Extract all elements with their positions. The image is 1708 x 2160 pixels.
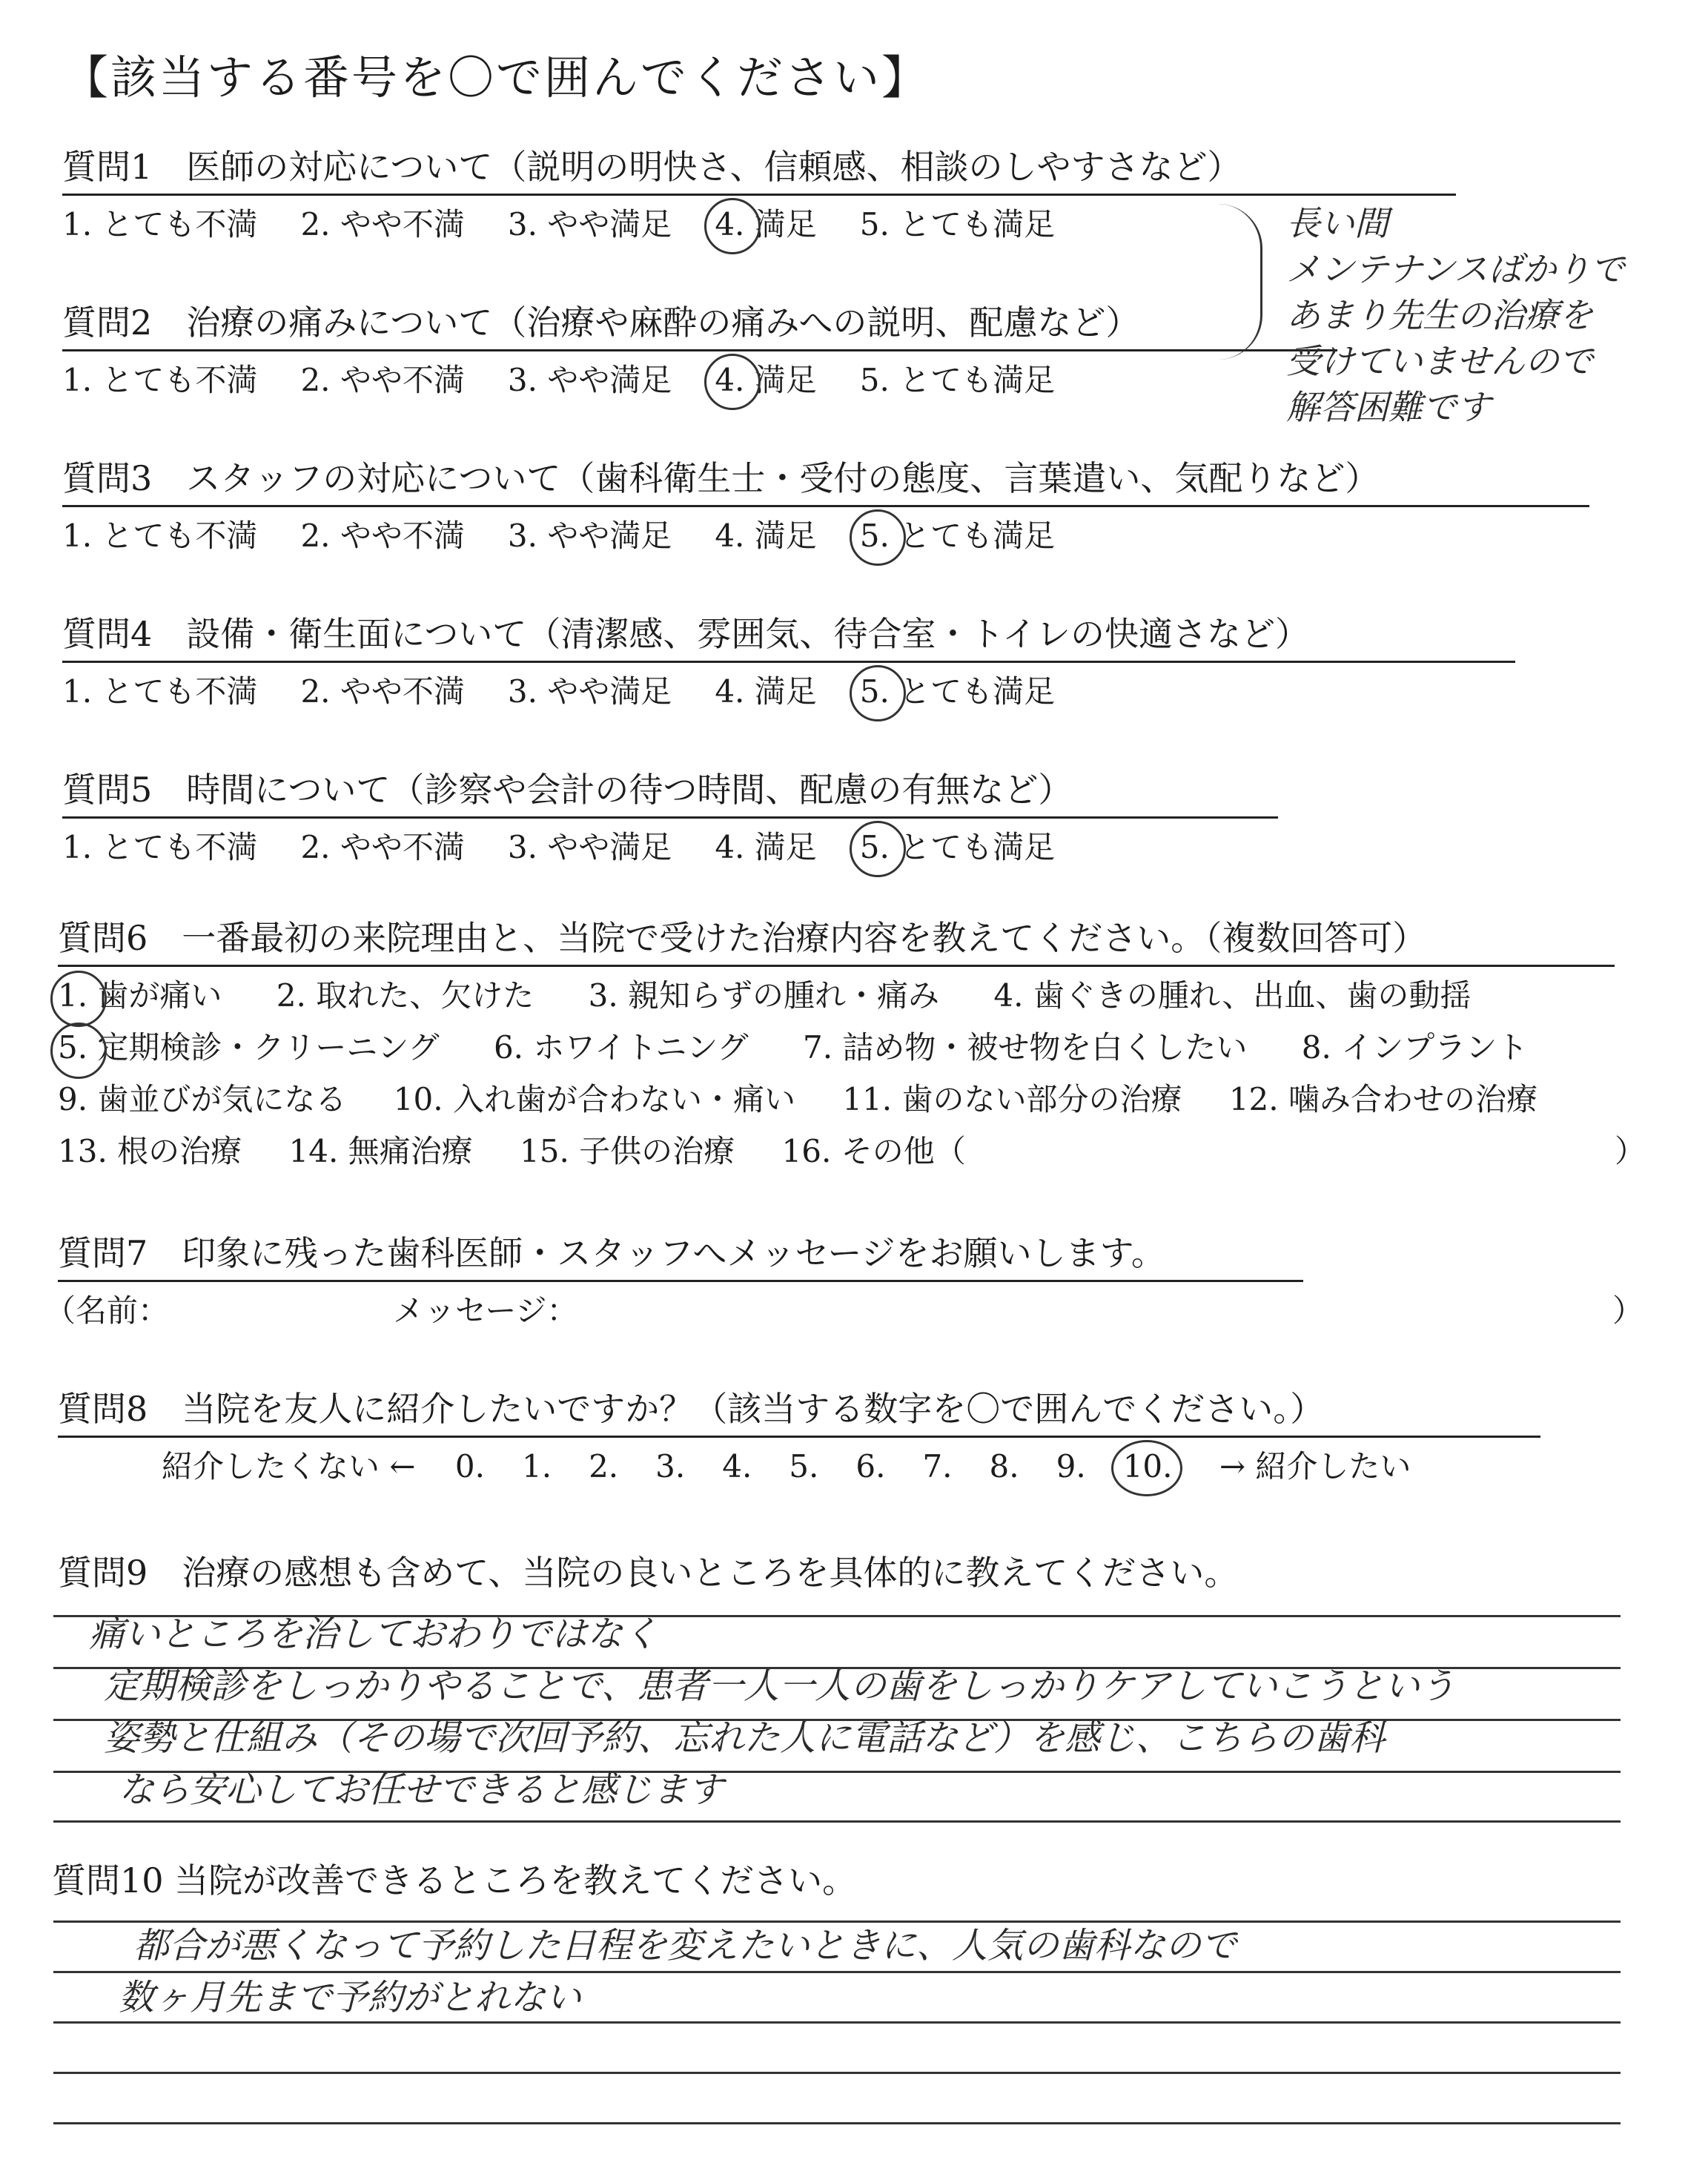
selection-circle: [50, 1023, 107, 1079]
rating-option[interactable]: 3. やや満足: [507, 518, 672, 554]
q8-scale-value[interactable]: [722, 1446, 752, 1487]
q8-scale-label: 9.: [1056, 1448, 1086, 1484]
rating-options: [62, 204, 1098, 245]
q9-answer-line: 痛いところを治しておわりではなく: [89, 1614, 659, 1655]
q6-option[interactable]: 5. 定期検診・クリーニング: [58, 1029, 440, 1066]
q10-answer-line: 都合が悪くなって予約した日程を変えたいときに、人気の歯科なので: [133, 1925, 1237, 1966]
rating-option[interactable]: [715, 204, 816, 245]
rating-option-label: 4. 満足: [715, 206, 817, 242]
q8-scale-value[interactable]: [455, 1446, 485, 1487]
q8-right-label: → 紹介したい: [1219, 1448, 1411, 1484]
rating-option[interactable]: [860, 515, 1055, 557]
q8-scale-value[interactable]: [990, 1446, 1019, 1487]
rating-options: [62, 671, 1098, 713]
side-note-line: 長い間: [1286, 203, 1388, 243]
rating-option[interactable]: 4. 満足: [715, 829, 817, 865]
q8-scale-value[interactable]: [522, 1446, 552, 1487]
q8-scale-label: 1.: [521, 1448, 552, 1484]
q6-option[interactable]: 8. インプラント: [1301, 1029, 1529, 1066]
rating-option[interactable]: 1. とても不満: [62, 518, 258, 554]
rating-option[interactable]: 1. とても不満: [62, 829, 258, 865]
q6-title: 質問6 一番最初の来院理由と、当院で受けた治療内容を教えてください。（複数回答可）: [58, 916, 1615, 967]
rating-options: [62, 827, 1098, 868]
q8-scale-value[interactable]: [855, 1446, 885, 1487]
q8-scale-label: 6.: [855, 1448, 886, 1484]
rating-option[interactable]: 3. やや満足: [507, 206, 672, 242]
rating-options: [62, 360, 1098, 401]
rating-option[interactable]: 4. 満足: [715, 673, 817, 710]
q8-title: 質問8 当院を友人に紹介したいですか？（該当する数字を〇で囲んでください。）: [58, 1387, 1540, 1438]
question-title: 質問1 医師の対応について（説明の明快さ、信頼感、相談のしやすさなど）: [62, 145, 1456, 196]
q8-scale-value[interactable]: [655, 1446, 685, 1487]
rating-option[interactable]: 1. とても不満: [62, 673, 258, 710]
question-title: 質問4 設備・衛生面について（清潔感、雰囲気、待合室・トイレの快適さなど）: [62, 612, 1515, 663]
q6-option[interactable]: 15. 子供の治療: [520, 1133, 735, 1169]
rating-option[interactable]: [860, 827, 1055, 868]
rating-option-label: 5. とても満足: [859, 518, 1056, 554]
rating-option-label: 4. 満足: [715, 362, 817, 398]
q6-close-paren: ）: [1615, 1133, 1646, 1169]
rating-option[interactable]: 1. とても不満: [62, 206, 258, 242]
rating-option[interactable]: 4. 満足: [715, 518, 817, 554]
q10-answer-line: 数ヶ月先まで予約がとれない: [119, 1977, 582, 2018]
selection-circle: [1111, 1440, 1182, 1496]
side-note-line: 解答困難です: [1286, 387, 1491, 427]
q9-answer-line: 定期検診をしっかりやることで、患者一人一人の歯をしっかりケアしていこうという: [104, 1665, 1456, 1707]
q6-option[interactable]: 10. 入れ歯が合わない・痛い: [393, 1081, 795, 1117]
rating-option[interactable]: 5. とても満足: [859, 362, 1056, 398]
ruled-line: [53, 2072, 1621, 2074]
q8-scale-values: [455, 1448, 1210, 1484]
q8-scale-value[interactable]: [1123, 1446, 1173, 1487]
selection-circle: [850, 665, 906, 721]
selection-circle: [704, 354, 761, 410]
q6-option[interactable]: 6. ホワイトニング: [493, 1029, 749, 1066]
q10-title: 質問10 当院が改善できるところを教えてください。: [52, 1860, 857, 1900]
q8-left-label: 紹介したくない ←: [162, 1448, 416, 1484]
q7-name-label: （名前：: [44, 1292, 170, 1329]
question-title: 質問5 時間について（診察や会計の待つ時間、配慮の有無など）: [62, 767, 1278, 819]
ruled-line: [53, 2122, 1621, 2124]
q6-option[interactable]: 1. 歯が痛い: [58, 977, 222, 1014]
side-note: [1286, 200, 1624, 430]
q8-scale-value[interactable]: [589, 1446, 618, 1487]
q9-answer-line: なら安心してお任せできると感じます: [119, 1769, 724, 1811]
side-note-line: メンテナンスばかりで: [1286, 249, 1625, 289]
rating-option[interactable]: 2. やや不満: [300, 673, 465, 710]
side-note-brace: [1216, 204, 1262, 360]
q7-message-label: メッセージ：: [393, 1292, 578, 1329]
rating-option[interactable]: 2. やや不満: [300, 518, 465, 554]
rating-option[interactable]: 3. やや満足: [507, 362, 672, 398]
q6-option[interactable]: 11. 歯のない部分の治療: [842, 1081, 1182, 1117]
q8-scale: [162, 1446, 1411, 1487]
rating-option[interactable]: 5. とても満足: [859, 206, 1056, 242]
q8-scale-value[interactable]: [1056, 1446, 1086, 1487]
q6-option[interactable]: 12. 噛み合わせの治療: [1228, 1081, 1537, 1117]
rating-option-label: 5. とても満足: [859, 829, 1056, 865]
rating-option[interactable]: 3. やや満足: [507, 829, 672, 865]
rating-option[interactable]: 2. やや不満: [300, 362, 465, 398]
side-note-line: 受けていませんので: [1286, 341, 1593, 381]
rating-option[interactable]: 2. やや不満: [300, 829, 465, 865]
q8-scale-label: 2.: [589, 1448, 619, 1484]
selection-circle: [850, 821, 906, 877]
q6-option[interactable]: 9. 歯並びが気になる: [58, 1081, 347, 1117]
side-note-line: あまり先生の治療を: [1286, 295, 1593, 335]
q6-options: [58, 975, 1646, 1183]
rating-options: [62, 515, 1098, 557]
q7-title: 質問7 印象に残った歯科医師・スタッフへメッセージをお願いします。: [58, 1231, 1303, 1282]
selection-circle: [50, 971, 107, 1027]
q8-scale-label: 4.: [722, 1448, 752, 1484]
ruled-line: [53, 1820, 1621, 1823]
q8-scale-label: 0.: [454, 1448, 485, 1484]
q6-option[interactable]: 7. 詰め物・被せ物を白くしたい: [802, 1029, 1248, 1066]
q6-option[interactable]: 2. 取れた、欠けた: [276, 977, 534, 1014]
q8-scale-value[interactable]: [789, 1446, 818, 1487]
rating-option[interactable]: 2. やや不満: [300, 206, 465, 242]
rating-option[interactable]: 1. とても不満: [62, 362, 258, 398]
q6-option[interactable]: 4. 歯ぐきの腫れ、出血、歯の動揺: [993, 977, 1472, 1014]
q8-scale-label: 7.: [922, 1448, 953, 1484]
q6-option[interactable]: 14. 無痛治療: [288, 1133, 473, 1169]
q6-option[interactable]: 16. その他（: [781, 1133, 966, 1169]
page-title: 【該当する番号を〇で囲んでください】: [62, 50, 930, 105]
rating-option[interactable]: [860, 671, 1055, 713]
selection-circle: [850, 509, 906, 566]
q6-option[interactable]: 13. 根の治療: [58, 1133, 242, 1169]
q8-scale-label: 8.: [989, 1448, 1019, 1484]
rating-option[interactable]: [715, 360, 816, 401]
question-title: 質問2 治療の痛みについて（治療や麻酔の痛みへの説明、配慮など）: [62, 300, 1337, 351]
rating-option[interactable]: 3. やや満足: [507, 673, 672, 710]
question-title: 質問3 スタッフの対応について（歯科衛生士・受付の態度、言葉遣い、気配りなど）: [62, 456, 1589, 507]
q6-option[interactable]: 3. 親知らずの腫れ・痛み: [588, 977, 940, 1014]
q8-scale-label: 5.: [789, 1448, 819, 1484]
q8-scale-label: 10.: [1122, 1448, 1173, 1484]
q8-scale-label: 3.: [655, 1448, 686, 1484]
selection-circle: [704, 198, 761, 254]
q8-scale-value[interactable]: [922, 1446, 952, 1487]
rating-option-label: 5. とても満足: [859, 673, 1056, 710]
q9-title: 質問9 治療の感想も含めて、当院の良いところを具体的に教えてください。: [58, 1553, 1239, 1593]
q7-close-paren: ）: [1612, 1292, 1644, 1329]
q9-answer-line: 姿勢と仕組み（その場で次回予約、忘れた人に電話など）を感じ、こちらの歯科: [104, 1717, 1386, 1759]
